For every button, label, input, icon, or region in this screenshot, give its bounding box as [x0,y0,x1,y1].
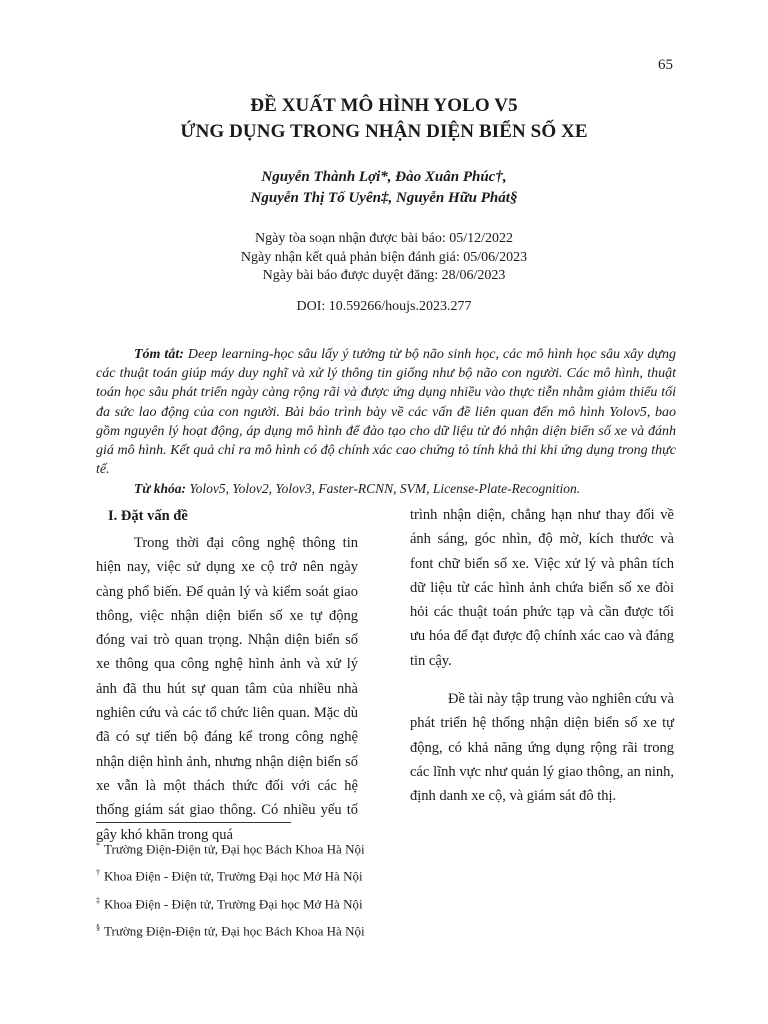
keywords [134,481,674,497]
keywords-label: Từ khóa: [134,481,186,496]
section-heading: I. Đặt vấn đề [108,508,188,524]
watermark-logo: ◎ [324,355,379,413]
date-received: Ngày tòa soạn nhận được bài báo: 05/12/2022 [255,231,513,246]
title-line-1: ĐỀ XUẤT MÔ HÌNH YOLO V5 [250,95,518,116]
author-list [0,167,768,209]
paper-title [0,93,768,145]
doi: DOI: 10.59266/houjs.2023.277 [296,299,472,314]
date-accepted: Ngày bài báo được duyệt đăng: 28/06/2023 [262,268,506,283]
date-reviewed: Ngày nhận kết quả phản biện đánh giá: 05/06/2023 [240,249,528,265]
footnote-item: ‡ Khoa Điện - Điện tử, Trường Đại học Mở Hà Nội [96,895,363,911]
authors-line-2: Nguyễn Thị Tố Uyên‡, Nguyễn Hữu Phát§ [250,190,518,206]
footnote-item: § Trường Điện-Điện tử, Đại học Bách Khoa Hà Nội [96,922,365,939]
abstract-label: Tóm tắt: [134,347,184,362]
left-column [96,505,358,847]
page-number: 65 [658,57,673,73]
abstract [96,345,676,479]
footnotes [96,834,416,943]
abstract-text: Deep learning-học sâu lấy ý tưởng từ bộ não sinh học, các mô hình học sâu xây dựng các thuật toán giúp máy duy nghĩ và xử lý thông tin giống như bộ não con người. Các mô hình, thuật toán học sâu phát triển ngày càng rộng rãi và được ứng dụng nhiều vào thực tiễn nhằm giảm thiểu tối đa sức lao động của con người. Bài báo trình bày về các vấn đề liên quan đến mô hình Yolov5, bao gồm nguyên lý hoạt động, áp dụng mô hình để đào tạo cho dữ liệu từ đó nhận diện biển số xe và đánh giá mô hình. Kết quả chỉ ra mô hình có độ chính xác cao chứng tỏ tính khả thi khi ứng dụng trong thực tế. [96,347,676,478]
paragraph: Trong thời đại công nghệ thông tin hiện nay, việc sử dụng xe cộ trở nên ngày càng phổ biến. Để quản lý và kiểm soát giao thông, việc nhận diện biển số xe tự động đóng vai trò quan trọng. Nhận diện biển số xe thông qua công nghệ hình ảnh và xử lý ảnh đã thu hút sự quan tâm của nhiều nhà nghiên cứu và các tổ chức liên quan. Mặc dù đã có sự tiến bộ đáng kể trong công nghệ nhận diện hình ảnh, nhưng nhận diện biển số xe vẫn là một thách thức đối với các hệ thống giám sát giao thông. Có nhiều yếu tố gây khó khăn trong quá [96,535,358,843]
right-column [410,503,674,809]
paragraph: trình nhận diện, chẳng hạn như thay đổi về ánh sáng, góc nhìn, độ mờ, kích thước và font chữ biển số xe. Việc xử lý và phân tích dữ liệu từ các hình ảnh chứa biển số xe đòi hỏi các thuật toán phức tạp và cần được tối ưu hóa để đạt được độ chính xác cao và đáng tin cậy. [410,507,674,669]
submission-dates [0,230,768,286]
footnote-divider [96,822,291,823]
paragraph: Đề tài này tập trung vào nghiên cứu và phát triển hệ thống nhận diện biển số xe tự động, có khả năng ứng dụng rộng rãi trong các lĩnh vực như quản lý giao thông, an ninh, định danh xe cộ, và giám sát đô thị. [410,691,674,805]
footnote-item: † Khoa Điện - Điện tử, Trường Đại học Mở Hà Nội [96,868,363,884]
footnote-item: * Trường Điện-Điện tử, Đại học Bách Khoa Hà Nội [96,841,365,857]
keywords-text: Yolov5, Yolov2, Yolov3, Faster-RCNN, SVM, License-Plate-Recognition. [189,481,581,496]
title-line-2: ỨNG DỤNG TRONG NHẬN DIỆN BIỂN SỐ XE [180,121,588,142]
authors-line-1: Nguyễn Thành Lợi*, Đào Xuân Phúc†, [261,169,507,185]
